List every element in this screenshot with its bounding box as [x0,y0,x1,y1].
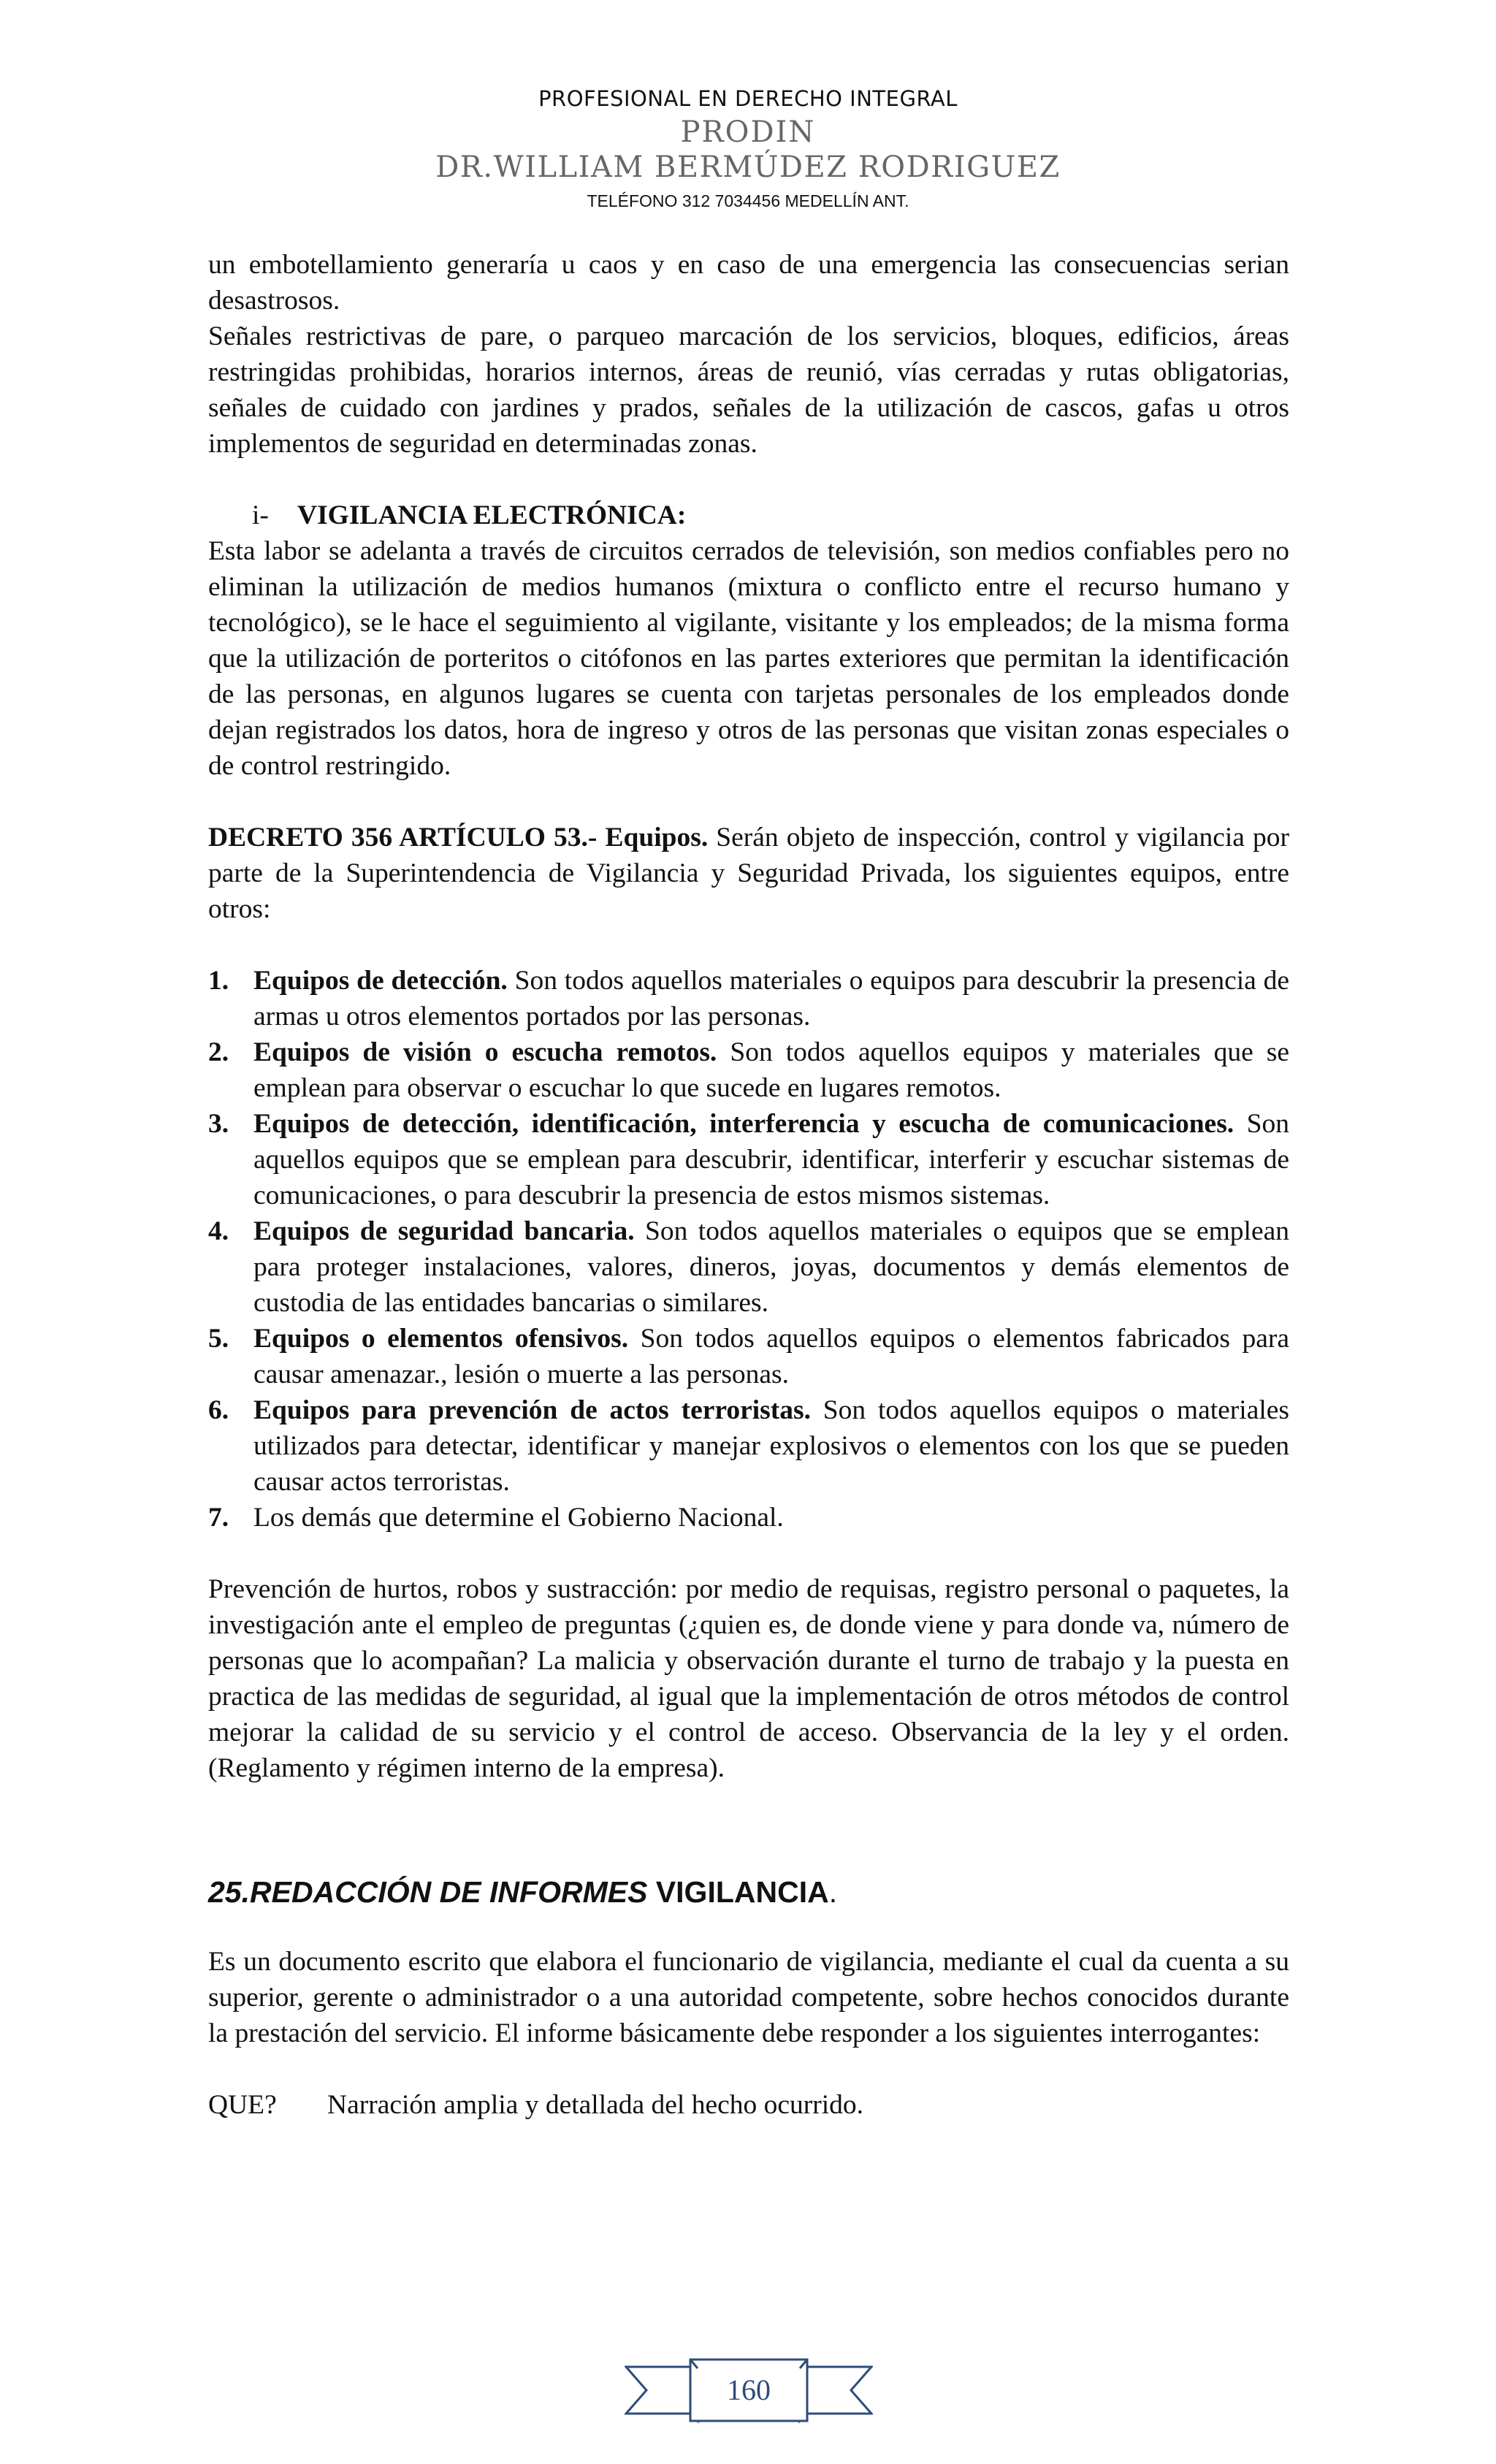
paragraph-report-definition: Es un documento escrito que elabora el funcionario de vigilancia, mediante el cual da cuenta a su superior, gerente o administrador o a una autoridad competente, sobre hechos conocidos durante la prestación del servicio. El informe básicamente debe responder a los siguientes interrogantes: [208,1947,1289,2048]
document-body [208,247,1289,2123]
paragraph-cctv: Esta labor se adelanta a través de circuitos cerrados de televisión, son medios confiables pero no eliminan la utilización de medios humanos (mixtura o conflicto entre el recurso humano y tecnológico), se le hace el seguimiento al vigilante, visitante y los empleados; de la misma forma que la utilización de porteritos o citófonos en las partes exteriores que permitan la identificación de las personas, en algunos lugares se cuenta con tarjetas personales de los empleados donde dejan registrados los datos, hora de ingreso y otros de las personas que visitan zonas especiales o de control restringido. [208,536,1289,781]
list-item-number: 7. [208,1503,229,1533]
list-item-number: 5. [208,1324,229,1354]
list-item-title: Equipos de detección, identificación, interferencia y escucha de comunicaciones. [253,1109,1234,1139]
decree-text: Serán objeto de inspección, control y vigilancia por parte de la Superintendencia de Vigilancia y Seguridad Privada, los siguientes equipos, entre otros: [208,823,1290,924]
equipment-list [208,963,1289,1536]
list-item-number: 1. [208,966,229,996]
list-item-title: Equipos o elementos ofensivos. [253,1324,629,1354]
list-item-number: 2. [208,1037,229,1067]
section-heading [208,1874,1289,1910]
header-lawyer-name: DR.WILLIAM BERMÚDEZ RODRIGUEZ [435,150,1061,184]
list-item-text: Son todos aquellos equipos y materiales que se emplean para observar o escuchar lo que sucede en lugares remotos. [253,1037,1289,1103]
page-number: 160 [727,2373,771,2406]
page-number-ribbon [625,2351,873,2424]
list-item-text: Son todos aquellos materiales o equipos que se emplean para proteger instalaciones, valores, dineros, joyas, documentos y demás elementos de custodia de las entidades bancarias o similares. [253,1216,1289,1318]
paragraph-theft-prevention: Prevención de hurtos, robos y sustracción: por medio de requisas, registro personal o paquetes, la investigación ante el empleo de preguntas (¿quien es, de donde viene y para donde va, número de personas que lo acompañan? La malicia y observación durante el turno de trabajo y la puesta en practica de las medidas de seguridad, al igual que la implementación de otros métodos de control mejorar la calidad de su servicio y el control de acceso. Observancia de la ley y el orden. (Reglamento y régimen interno de la empresa). [208,1574,1289,1783]
list-item [208,1106,1289,1213]
paragraph-traffic: un embotellamiento generaría u caos y en caso de una emergencia las consecuencias serian desastrosos. [208,250,1289,316]
list-item [208,1321,1289,1392]
section-title-rest: VIGILANCIA [647,1875,829,1909]
list-item-text: Son aquellos equipos que se emplean para descubrir, identificar, interferir y escuchar sistemas de comunicaciones, o para descubrir la presencia de estos mismos sistemas. [253,1109,1290,1210]
section-title-period: . [828,1875,838,1909]
list-item-text: Son todos aquellos materiales o equipos para descubrir la presencia de armas u otros elementos portados por las personas. [253,966,1289,1031]
paragraph-signals: Señales restrictivas de pare, o parqueo marcación de los servicios, bloques, edificios, áreas restringidas prohibidas, horarios internos, áreas de reunió, vías cerradas y rutas obligatorias, señales de cuidado con jardines y prados, señales de la utilización de cascos, gafas u otros implementos de seguridad en determinadas zonas. [208,321,1289,459]
paragraph-decree [208,820,1289,927]
list-item [208,963,1289,1034]
subheading-marker: i- [252,500,269,530]
question-label: QUE? [208,2090,277,2120]
list-item [208,1500,1289,1536]
section-number: 25. [208,1875,250,1909]
list-item-title: Equipos para prevención de actos terroristas. [253,1395,811,1425]
question-row [208,2087,1289,2123]
list-item-title: Equipos de visión o escucha remotos. [253,1037,717,1067]
header-phone: TELÉFONO 312 7034456 MEDELLÍN ANT. [587,191,909,210]
list-item-text: Los demás que determine el Gobierno Nacional. [253,1503,784,1533]
header-acronym: PRODIN [680,115,816,149]
subheading-electronic-surveillance [252,497,1289,533]
list-item-text: Son todos aquellos equipos o materiales utilizados para detectar, identificar y manejar explosivos o elementos con los que se pueden causar actos terroristas. [253,1395,1289,1497]
list-item [208,1392,1289,1500]
list-item-title: Equipos de seguridad bancaria. [253,1216,635,1246]
header-firm-line: PROFESIONAL EN DERECHO INTEGRAL [538,86,958,111]
list-item [208,1213,1289,1321]
question-answer: Narración amplia y detallada del hecho ocurrido. [327,2090,864,2120]
list-item-number: 4. [208,1216,229,1246]
list-item-number: 6. [208,1395,229,1425]
section-title-italic: REDACCIÓN DE INFORMES [250,1875,648,1909]
subheading-title: VIGILANCIA ELECTRÓNICA: [297,500,687,530]
list-item-title: Equipos de detección. [253,966,508,996]
list-item [208,1034,1289,1106]
list-item-number: 3. [208,1109,229,1139]
decree-title: DECRETO 356 ARTÍCULO 53.- Equipos. [208,823,709,853]
list-item-text: Son todos aquellos equipos o elementos fabricados para causar amenazar., lesión o muerte a las personas. [253,1324,1289,1389]
